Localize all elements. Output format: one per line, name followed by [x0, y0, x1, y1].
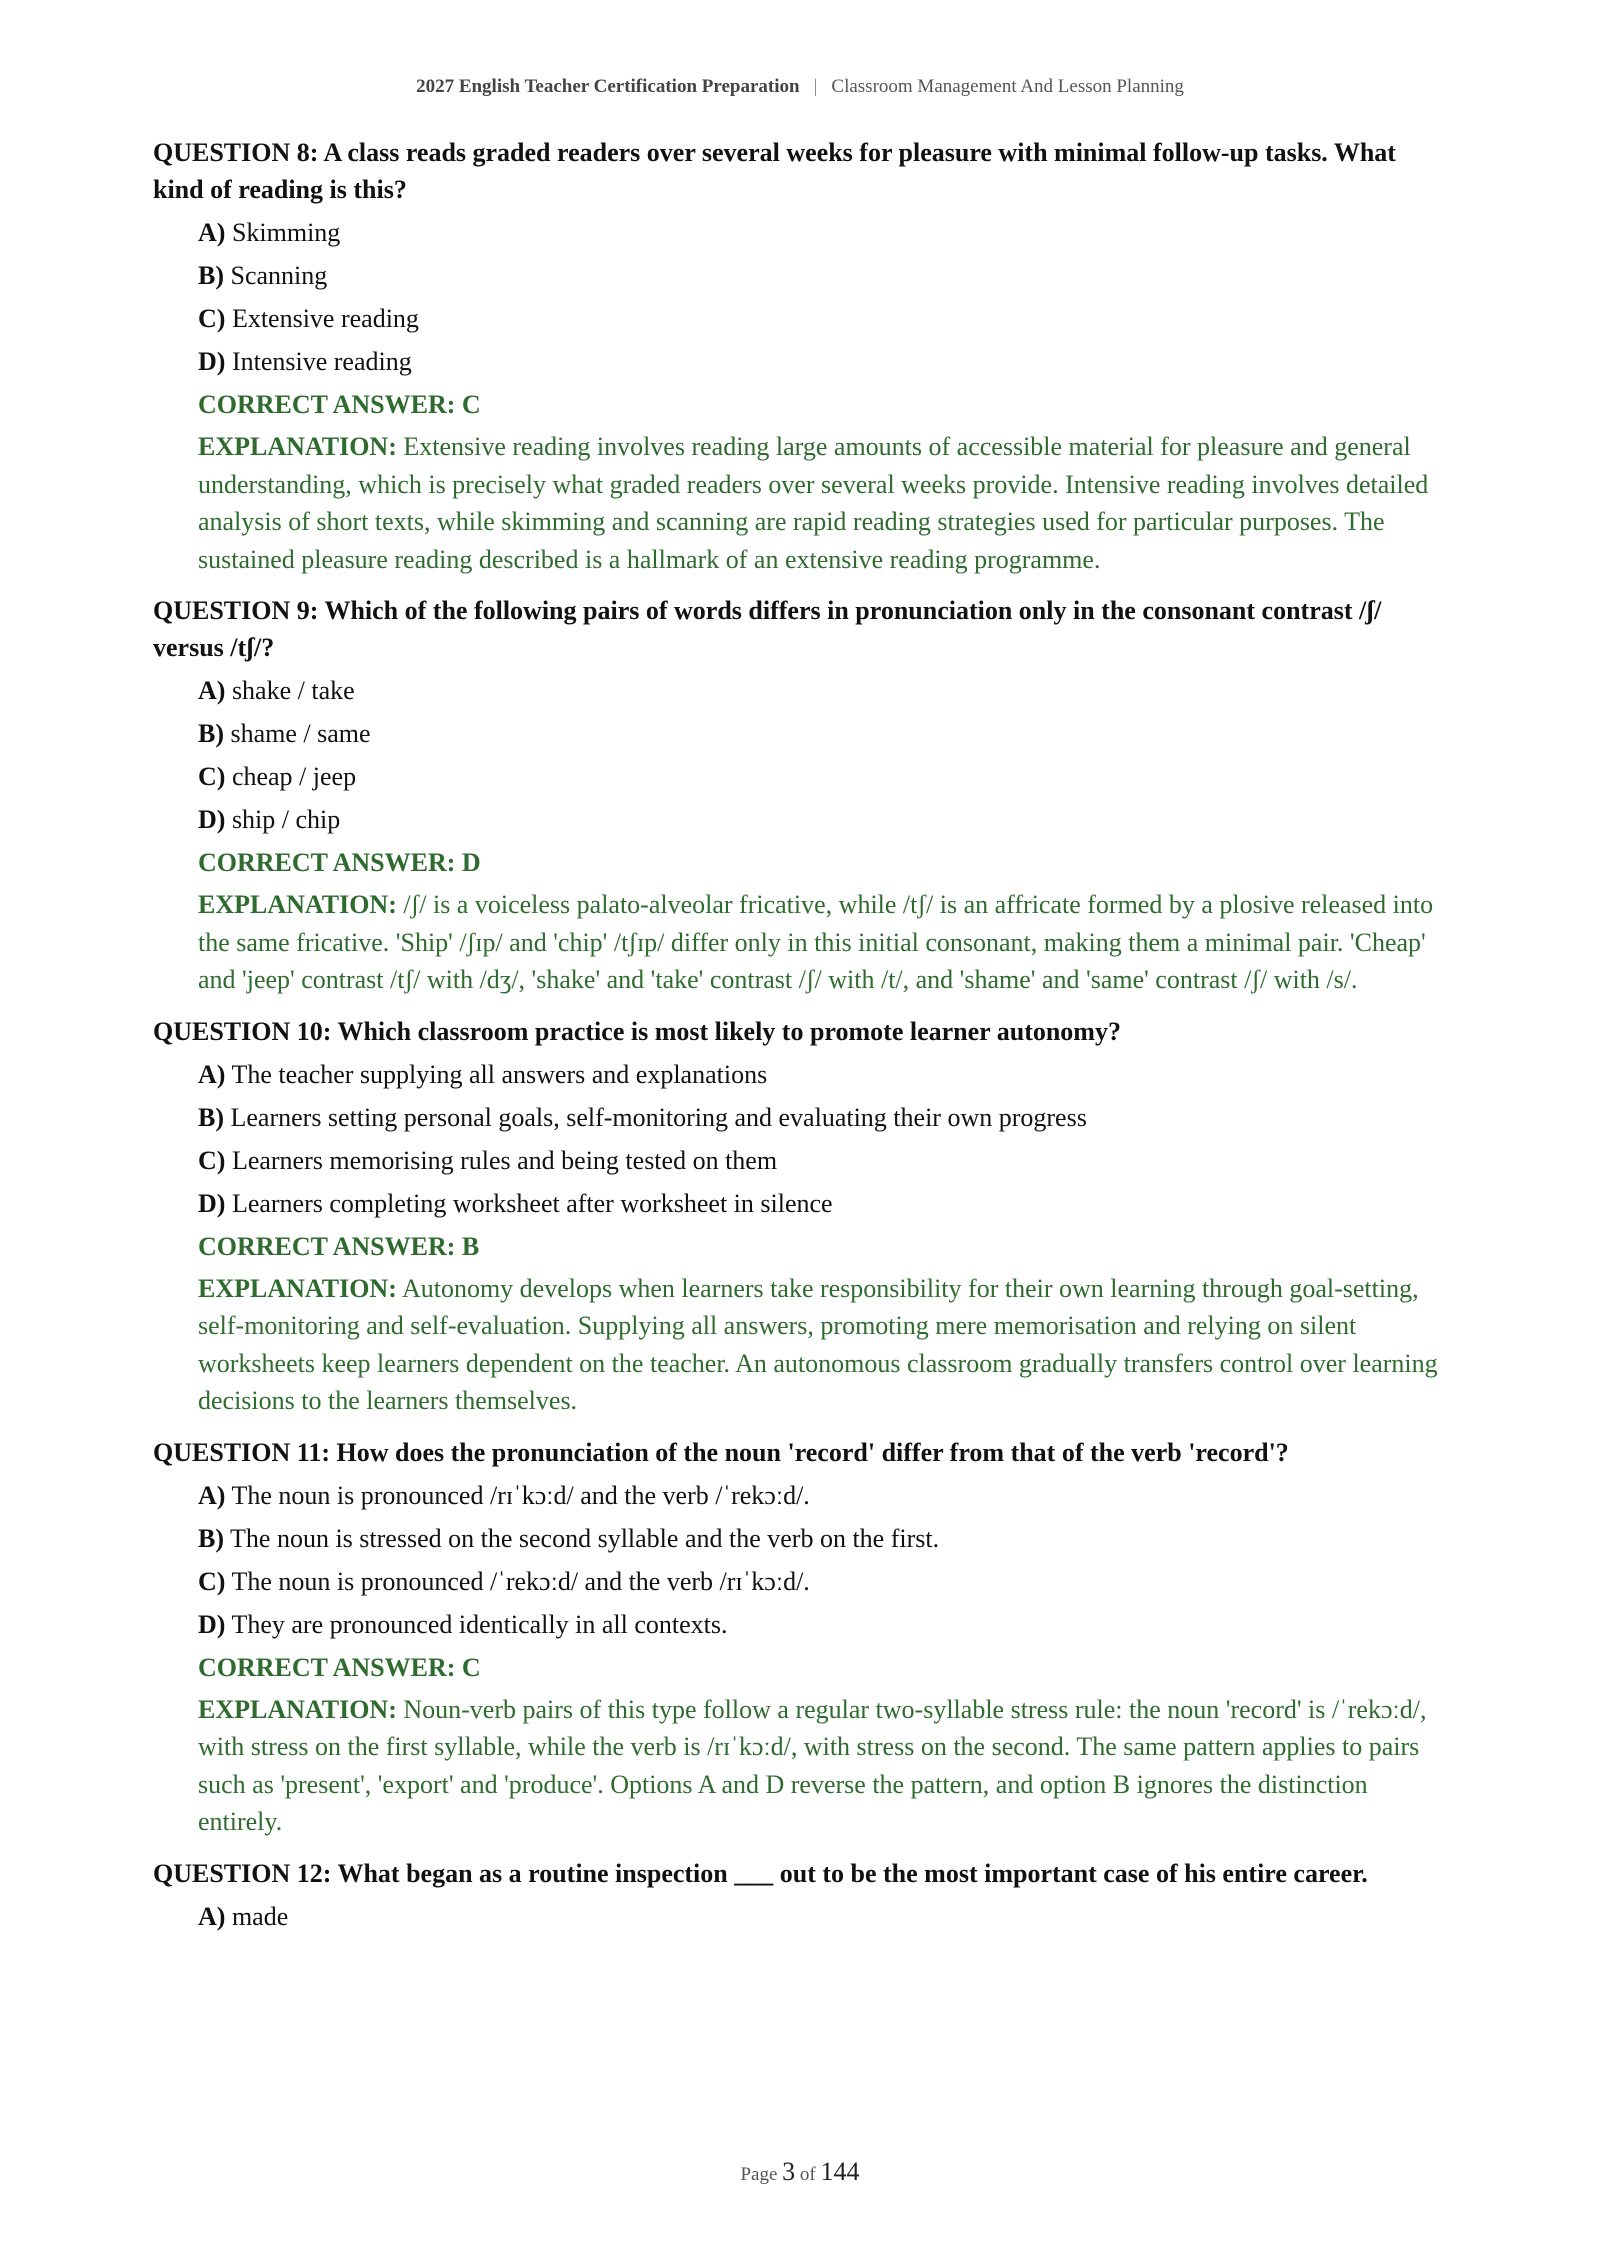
option-text: Skimming	[231, 218, 341, 247]
page-number: 3	[782, 2157, 796, 2186]
option-letter: B)	[198, 1102, 224, 1132]
option-a	[198, 1895, 1453, 1938]
option-letter: A)	[198, 1480, 226, 1510]
option-c	[198, 755, 1453, 798]
option-letter: C)	[198, 762, 226, 791]
question-title: QUESTION 9: Which of the following pairs of words differs in pronunciation only in the consonant contrast /ʃ/ versus /tʃ/?	[153, 596, 1382, 662]
option-d	[198, 1182, 1453, 1225]
option-letter: A)	[198, 1901, 226, 1931]
option-b	[198, 254, 1453, 297]
explanation-label: EXPLANATION:	[198, 432, 397, 461]
question-9	[153, 592, 1453, 999]
header-separator: |	[813, 76, 818, 97]
option-b	[198, 712, 1453, 755]
explanation-text: Noun-verb pairs of this type follow a regular two-syllable stress rule: the noun 'record' is /ˈrekɔːd/, with stress on the first syllable, while the verb is /rɪˈkɔːd/, with stress on the second. The same pattern applies to pairs such as 'present', 'export' and 'produce'. Options A and D reverse the pattern, and option B ignores the distinction entirely.	[198, 1694, 1427, 1836]
questions-list	[153, 134, 1453, 1952]
option-text: Learners memorising rules and being tested on them	[231, 1145, 778, 1175]
option-text: They are pronounced identically in all contexts.	[231, 1609, 728, 1639]
question-12	[153, 1855, 1453, 1938]
explanation	[198, 1691, 1453, 1841]
explanation-text: Extensive reading involves reading large amounts of accessible material for pleasure and general understanding, which is precisely what graded readers over several weeks provide. Intensive reading involves detailed analysis of short texts, while skimming and scanning are rapid reading strategies used for particular purposes. The sustained pleasure reading described is a hallmark of an extensive reading programme.	[198, 432, 1429, 574]
option-letter: C)	[198, 304, 226, 333]
question-title: QUESTION 8: A class reads graded readers over several weeks for pleasure with minimal follow-up tasks. What kind of reading is this?	[153, 138, 1396, 204]
correct-answer: CORRECT ANSWER: C	[198, 390, 481, 419]
option-text: The noun is pronounced /rɪˈkɔːd/ and the verb /ˈrekɔːd/.	[231, 1480, 810, 1510]
running-header	[0, 76, 1600, 98]
question-8	[153, 134, 1453, 578]
explanation-label: EXPLANATION:	[198, 1694, 397, 1724]
option-text: shame / same	[230, 719, 371, 748]
question-title: QUESTION 11: How does the pronunciation of the noun 'record' differ from that of the verb 'record'?	[153, 1437, 1289, 1467]
explanation	[198, 886, 1453, 999]
correct-answer: CORRECT ANSWER: D	[198, 848, 481, 877]
correct-answer: CORRECT ANSWER: B	[198, 1231, 480, 1261]
option-letter: D)	[198, 1609, 226, 1639]
option-letter: D)	[198, 1188, 226, 1218]
option-text: Learners completing worksheet after worksheet in silence	[231, 1188, 833, 1218]
option-text: cheap / jeep	[231, 762, 357, 791]
correct-answer: CORRECT ANSWER: C	[198, 1652, 481, 1682]
option-b	[198, 1517, 1453, 1560]
option-letter: A)	[198, 676, 226, 705]
option-letter: D)	[198, 805, 226, 834]
option-list	[198, 1895, 1453, 1938]
option-text: Extensive reading	[231, 304, 419, 333]
explanation	[198, 428, 1453, 578]
explanation-text: /ʃ/ is a voiceless palato-alveolar fricative, while /tʃ/ is an affricate formed by a plosive released into the same fricative. 'Ship' /ʃɪp/ and 'chip' /tʃɪp/ differ only in this initial consonant, making them a minimal pair. 'Cheap' and 'jeep' contrast /tʃ/ with /dʒ/, 'shake' and 'take' contrast /ʃ/ with /t/, and 'shame' and 'same' contrast /ʃ/ with /s/.	[198, 890, 1434, 994]
option-letter: C)	[198, 1566, 226, 1596]
question-11	[153, 1434, 1453, 1841]
explanation-label: EXPLANATION:	[198, 890, 397, 919]
option-a	[198, 1474, 1453, 1517]
option-text: The noun is pronounced /ˈrekɔːd/ and the verb /rɪˈkɔːd/.	[231, 1566, 810, 1596]
option-c	[198, 297, 1453, 340]
option-list	[198, 669, 1453, 841]
option-c	[198, 1560, 1453, 1603]
option-list	[198, 211, 1453, 383]
option-letter: A)	[198, 1059, 226, 1089]
option-text: Intensive reading	[231, 347, 412, 376]
total-pages: 144	[820, 2157, 860, 2186]
option-text: The noun is stressed on the second syllable and the verb on the first.	[230, 1523, 940, 1553]
option-letter: C)	[198, 1145, 226, 1175]
option-b	[198, 1096, 1453, 1139]
question-title: QUESTION 10: Which classroom practice is most likely to promote learner autonomy?	[153, 1016, 1121, 1046]
question-title: QUESTION 12: What began as a routine inspection ___ out to be the most important case of his entire career.	[153, 1858, 1368, 1888]
option-a	[198, 211, 1453, 254]
option-d	[198, 798, 1453, 841]
book-title: 2027 English Teacher Certification Preparation	[416, 76, 800, 97]
of-word: of	[799, 2164, 816, 2185]
option-d	[198, 1603, 1453, 1646]
page-word: Page	[740, 2164, 778, 2185]
option-text: The teacher supplying all answers and explanations	[231, 1059, 768, 1089]
option-letter: A)	[198, 218, 226, 247]
option-letter: D)	[198, 347, 226, 376]
option-list	[198, 1474, 1453, 1646]
option-letter: B)	[198, 1523, 224, 1553]
option-text: Scanning	[230, 261, 328, 290]
option-a	[198, 669, 1453, 712]
explanation	[198, 1270, 1453, 1420]
option-letter: B)	[198, 261, 224, 290]
option-d	[198, 340, 1453, 383]
option-text: made	[231, 1901, 289, 1931]
page-footer	[0, 2157, 1600, 2187]
section-title: Classroom Management And Lesson Planning	[831, 76, 1184, 97]
option-list	[198, 1053, 1453, 1225]
explanation-label: EXPLANATION:	[198, 1273, 397, 1303]
option-a	[198, 1053, 1453, 1096]
option-text: Learners setting personal goals, self-monitoring and evaluating their own progress	[230, 1102, 1087, 1132]
question-10	[153, 1013, 1453, 1420]
option-text: shake / take	[231, 676, 355, 705]
option-text: ship / chip	[231, 805, 341, 834]
explanation-text: Autonomy develops when learners take responsibility for their own learning through goal-setting, self-monitoring and self-evaluation. Supplying all answers, promoting mere memorisation and relying on silent worksheets keep learners dependent on the teacher. An autonomous classroom gradually transfers control over learning decisions to the learners themselves.	[198, 1273, 1438, 1415]
option-letter: B)	[198, 719, 224, 748]
option-c	[198, 1139, 1453, 1182]
